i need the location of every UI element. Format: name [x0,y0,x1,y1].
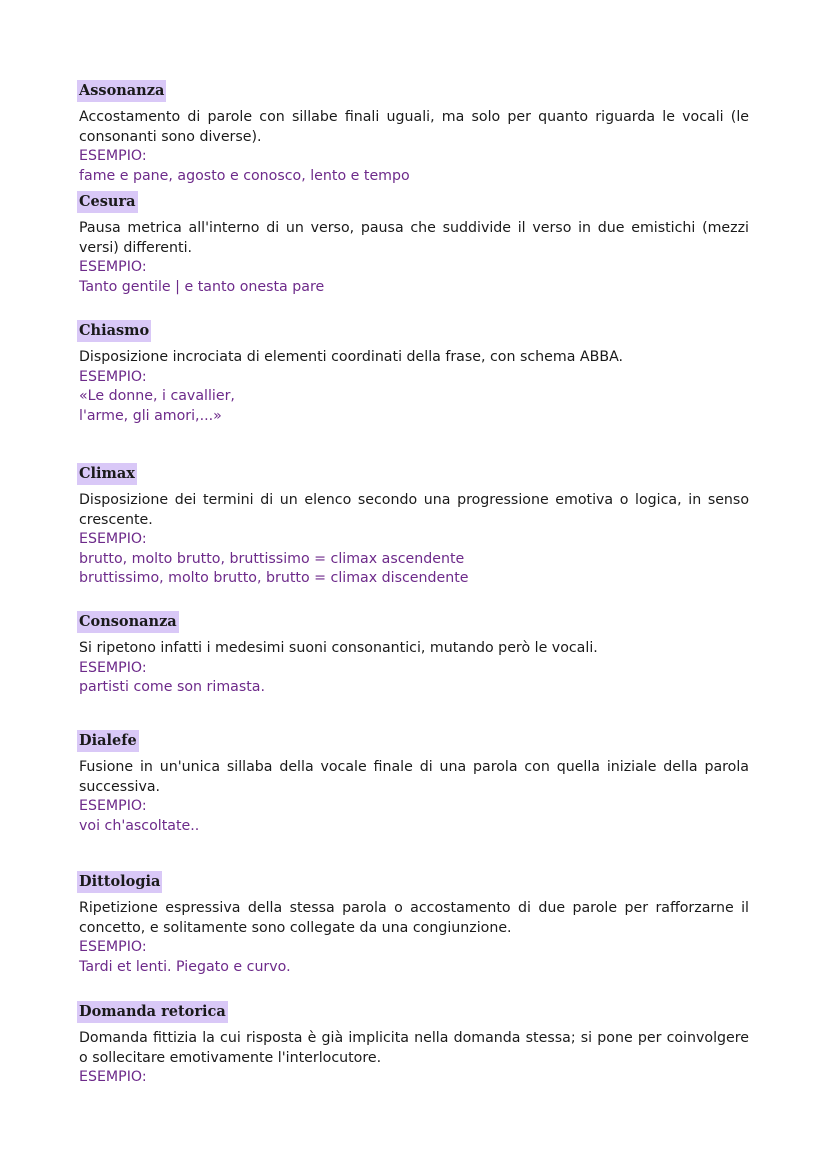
term-heading: Consonanza [77,611,179,633]
entry-assonanza [79,80,749,186]
example-line: Tardi et lenti. Piegato e curvo. [79,958,291,975]
definition: Si ripetono infatti i medesimi suoni consonantici, mutando però le vocali. [79,640,598,656]
example-line: brutto, molto brutto, bruttissimo = climax ascendente [79,550,465,567]
example-line: fame e pane, agosto e conosco, lento e tempo [79,167,410,184]
example-line: Tanto gentile | e tanto onesta pare [79,278,325,295]
term-heading: Dialefe [77,730,139,752]
definition: Accostamento di parole con sillabe finali uguali, ma solo per quanto riguarda le vocali (le consonanti sono diverse). [79,109,749,145]
definition: Disposizione dei termini di un elenco secondo una progressione emotiva o logica, in senso crescente. [79,492,749,528]
entry-consonanza [79,611,749,698]
term-heading: Climax [77,463,137,485]
example-label: ESEMPIO: [79,368,147,385]
example-line: partisti come son rimasta. [79,679,266,695]
definition: Domanda fittizia la cui risposta è già implicita nella domanda stessa; si pone per coinvolgere o sollecitare emotivamente l'interlocutore. [79,1030,749,1066]
example-line: bruttissimo, molto brutto, brutto = climax discendente [79,570,469,586]
entry-domanda-retorica [79,1001,749,1088]
entry-dialefe [79,730,749,836]
example-line: «Le donne, i cavallier, [79,388,235,404]
example-label: ESEMPIO: [79,798,147,814]
entry-dittologia [79,871,749,977]
term-heading: Dittologia [77,871,162,893]
example-label: ESEMPIO: [79,1069,147,1085]
example-label: ESEMPIO: [79,148,147,164]
definition: Ripetizione espressiva della stessa parola o accostamento di due parole per rafforzarne il concetto, e solitamente sono collegate da una congiunzione. [79,900,749,936]
example-label: ESEMPIO: [79,659,147,676]
example-label: ESEMPIO: [79,531,147,547]
definition: Pausa metrica all'interno di un verso, pausa che suddivide il verso in due emistichi (mezzi versi) differenti. [79,220,749,256]
term-heading: Assonanza [77,80,166,102]
example-line: voi ch'ascoltate.. [79,817,200,834]
entry-cesura [79,191,749,297]
term-heading: Domanda retorica [77,1001,228,1023]
entry-chiasmo [79,320,749,426]
definition: Disposizione incrociata di elementi coordinati della frase, con schema ABBA. [79,349,624,365]
example-label: ESEMPIO: [79,939,147,955]
example-label: ESEMPIO: [79,259,147,275]
entry-climax [79,463,749,589]
definition: Fusione in un'unica sillaba della vocale finale di una parola con quella iniziale della parola successiva. [79,759,749,795]
term-heading: Chiasmo [77,320,151,342]
term-heading: Cesura [77,191,138,213]
example-line: l'arme, gli amori,...» [79,407,222,424]
